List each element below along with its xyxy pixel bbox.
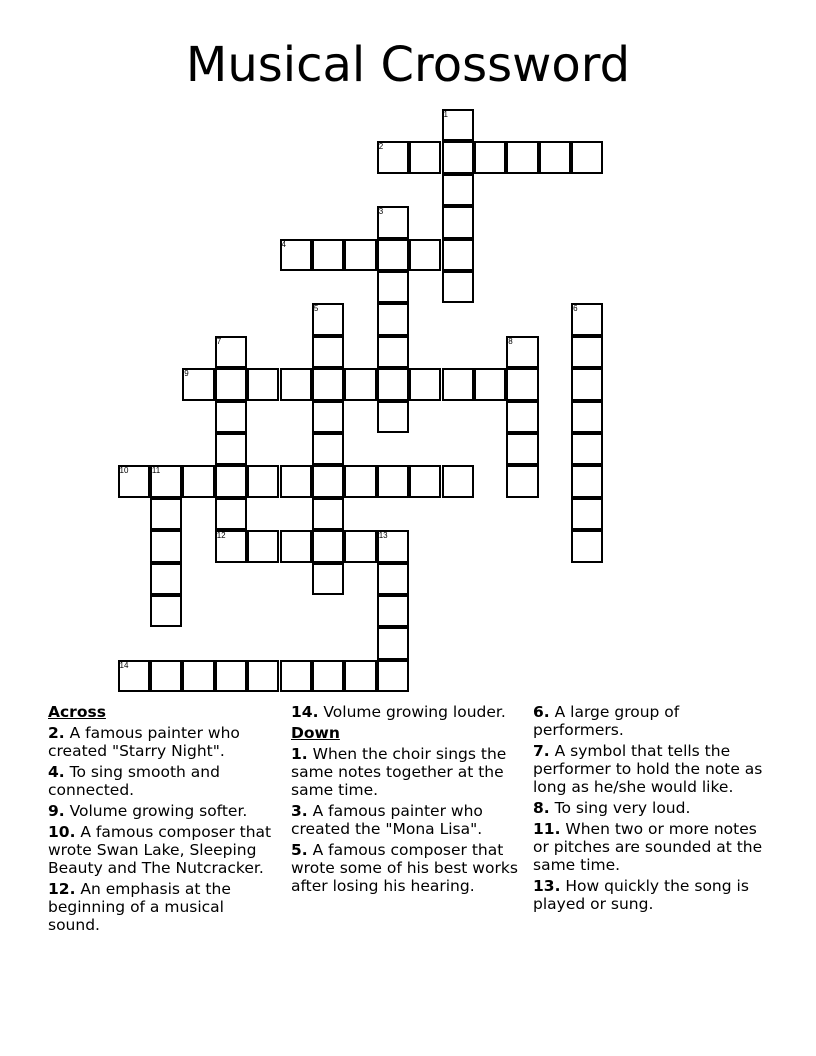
grid-cell[interactable]: [150, 660, 182, 692]
clue-column-2: [291, 703, 527, 898]
clue-list: [533, 703, 773, 913]
clue-item: [533, 799, 773, 817]
clue-item: [533, 703, 773, 739]
clue-text: An emphasis at the beginning of a musical sound.: [48, 880, 231, 934]
clue-number-label: 2.: [48, 724, 65, 742]
grid-cell[interactable]: [571, 368, 603, 400]
grid-cell[interactable]: [280, 368, 312, 400]
clue-number: 6: [573, 304, 578, 314]
grid-cell[interactable]: [377, 465, 409, 497]
clue-column-3: [533, 703, 773, 916]
grid-cell[interactable]: [571, 336, 603, 368]
clue-number: 10: [119, 466, 129, 476]
clue-text: Volume growing softer.: [64, 802, 248, 820]
grid-cell[interactable]: [312, 563, 344, 595]
clue-item: [48, 880, 278, 934]
grid-cell[interactable]: [377, 401, 409, 433]
clue-number: 5: [313, 304, 319, 314]
clue-text: A famous painter who created the "Mona Lisa".: [291, 802, 483, 838]
clue-text: Volume growing louder.: [318, 703, 506, 721]
clue-item: [291, 745, 527, 799]
grid-cell[interactable]: [280, 530, 312, 562]
grid-cell[interactable]: [377, 660, 409, 692]
grid-cell[interactable]: [442, 465, 474, 497]
grid-cell[interactable]: [150, 563, 182, 595]
grid-cell[interactable]: [312, 498, 344, 530]
across-heading: Across: [48, 703, 106, 721]
grid-cell[interactable]: [571, 401, 603, 433]
grid-cell[interactable]: [474, 368, 506, 400]
grid-cell[interactable]: [247, 368, 279, 400]
clue-number-label: 9.: [48, 802, 65, 820]
clue-number-label: 6.: [533, 703, 550, 721]
grid-cell[interactable]: [442, 206, 474, 238]
clue-item: [533, 742, 773, 796]
page-title: Musical Crossword: [185, 37, 631, 93]
grid-cell[interactable]: [442, 141, 474, 173]
clue-number: 13: [378, 531, 388, 541]
grid-cell[interactable]: [312, 660, 344, 692]
grid-cell[interactable]: [377, 627, 409, 659]
clue-number-label: 4.: [48, 763, 65, 781]
clue-text: When the choir sings the same notes together at the same time.: [291, 745, 507, 799]
grid-cell[interactable]: [312, 433, 344, 465]
grid-cell[interactable]: [474, 141, 506, 173]
grid-cell[interactable]: [344, 660, 376, 692]
grid-cell[interactable]: [344, 239, 376, 271]
clue-number-label: 8.: [533, 799, 550, 817]
clue-item: [48, 823, 278, 877]
clue-text: To sing smooth and connected.: [48, 763, 220, 799]
clue-number: 3: [378, 207, 384, 217]
grid-cell[interactable]: [215, 498, 247, 530]
clue-number: 2: [378, 142, 384, 152]
clue-number-label: 3.: [291, 802, 308, 820]
grid-cell[interactable]: [571, 498, 603, 530]
grid-cell[interactable]: [215, 401, 247, 433]
grid-cell[interactable]: [182, 660, 214, 692]
grid-cell[interactable]: [506, 465, 538, 497]
grid-cell[interactable]: [377, 271, 409, 303]
clue-number: 4: [281, 239, 286, 249]
grid-cell[interactable]: [344, 530, 376, 562]
grid-cell[interactable]: [377, 303, 409, 335]
clue-list: [291, 745, 527, 895]
grid-cell[interactable]: [150, 498, 182, 530]
clue-text: A famous composer that wrote some of his best works after losing his hearing.: [291, 841, 518, 895]
clue-text: To sing very loud.: [549, 799, 691, 817]
clue-item: [291, 703, 527, 721]
clue-number: 14: [119, 660, 129, 670]
grid-cell[interactable]: [215, 465, 247, 497]
grid-cell[interactable]: [215, 368, 247, 400]
clue-text: How quickly the song is played or sung.: [533, 877, 749, 913]
clue-number: 8: [508, 336, 513, 346]
grid-cell[interactable]: [312, 530, 344, 562]
grid-cell[interactable]: [442, 368, 474, 400]
grid-cell[interactable]: [312, 239, 344, 271]
grid-cell[interactable]: [442, 271, 474, 303]
clue-number: 1: [443, 110, 448, 119]
grid-cell[interactable]: [377, 368, 409, 400]
grid-cell[interactable]: [377, 239, 409, 271]
grid-cell[interactable]: [506, 141, 538, 173]
grid-cell[interactable]: [344, 465, 376, 497]
clue-text: A famous composer that wrote Swan Lake, Sleeping Beauty and The Nutcracker.: [48, 823, 272, 877]
grid-cell[interactable]: [247, 465, 279, 497]
clue-item: [291, 841, 527, 895]
grid-cell[interactable]: [280, 660, 312, 692]
grid-cell[interactable]: [506, 368, 538, 400]
clue-number: 12: [216, 531, 226, 541]
clue-text: A symbol that tells the performer to hold the note as long as he/she would like.: [533, 742, 763, 796]
grid-cell[interactable]: [571, 530, 603, 562]
clue-number-label: 12.: [48, 880, 76, 898]
clue-number: 9: [184, 369, 189, 379]
grid-cell[interactable]: [571, 141, 603, 173]
clue-number-label: 1.: [291, 745, 308, 763]
clue-list: [48, 724, 278, 934]
grid-cell[interactable]: [182, 465, 214, 497]
grid-cell[interactable]: [247, 660, 279, 692]
grid-cell[interactable]: [377, 563, 409, 595]
grid-cell[interactable]: [571, 433, 603, 465]
grid-cell[interactable]: [247, 530, 279, 562]
clue-item: [48, 724, 278, 760]
grid-cell[interactable]: [280, 465, 312, 497]
clue-text: A famous painter who created "Starry Night".: [48, 724, 240, 760]
clue-item: [48, 802, 278, 820]
clue-item: [533, 820, 773, 874]
grid-cell[interactable]: [312, 465, 344, 497]
grid-cell[interactable]: [409, 368, 441, 400]
clue-list: [291, 703, 527, 721]
grid-cell[interactable]: [409, 141, 441, 173]
clue-number-label: 7.: [533, 742, 550, 760]
grid-cell[interactable]: [215, 433, 247, 465]
grid-cell[interactable]: [442, 174, 474, 206]
grid-cell[interactable]: [150, 530, 182, 562]
grid-cell[interactable]: [215, 660, 247, 692]
grid-cell[interactable]: [377, 336, 409, 368]
clue-item: [48, 763, 278, 799]
grid-cell[interactable]: [377, 595, 409, 627]
clue-text: A large group of performers.: [533, 703, 680, 739]
clue-text: When two or more notes or pitches are sounded at the same time.: [533, 820, 763, 874]
clue-number: 11: [151, 466, 161, 476]
grid-cell[interactable]: [312, 368, 344, 400]
grid-cell[interactable]: [344, 368, 376, 400]
grid-cell[interactable]: [506, 401, 538, 433]
grid-cell[interactable]: [506, 433, 538, 465]
clue-number-label: 11.: [533, 820, 561, 838]
grid-cell[interactable]: [312, 336, 344, 368]
clue-item: [291, 802, 527, 838]
grid-cell[interactable]: [312, 401, 344, 433]
clue-number-label: 13.: [533, 877, 561, 895]
clue-column-1: [48, 703, 278, 937]
down-heading: Down: [291, 724, 340, 742]
clue-number-label: 14.: [291, 703, 319, 721]
grid-cell[interactable]: [571, 465, 603, 497]
grid-cell[interactable]: [442, 239, 474, 271]
grid-cell[interactable]: [539, 141, 571, 173]
grid-cell[interactable]: [409, 239, 441, 271]
clue-number: 7: [216, 336, 222, 346]
clue-number-label: 10.: [48, 823, 76, 841]
clue-number-label: 5.: [291, 841, 308, 859]
grid-cell[interactable]: [150, 595, 182, 627]
clue-item: [533, 877, 773, 913]
grid-cell[interactable]: [409, 465, 441, 497]
